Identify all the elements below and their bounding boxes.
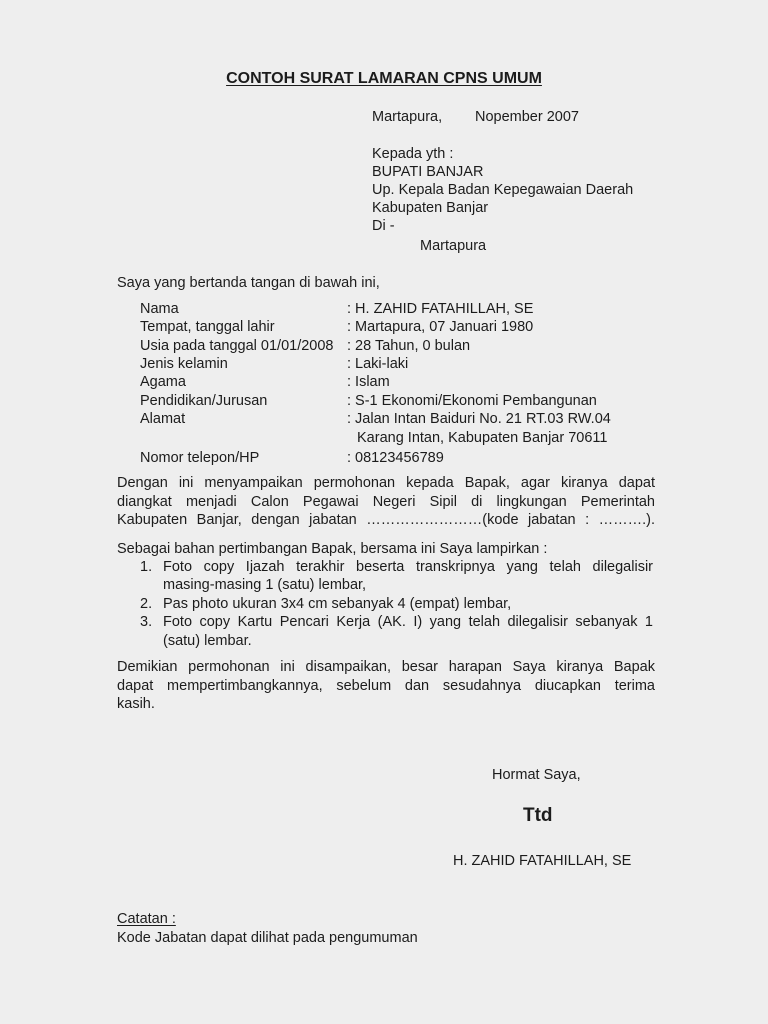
recipient-line-6: Martapura	[420, 238, 487, 254]
recipient-line-5: Di -	[372, 218, 395, 234]
paragraph-line: diangkat menjadi Calon Pegawai Negeri Sipil di lingkungan Pemerintah	[117, 493, 655, 510]
paragraph-line: Kabupaten Banjar, dengan jabatan ……………………(kode jabatan : ……….).	[117, 512, 655, 528]
field-value: : Islam	[347, 374, 390, 390]
signer-name: H. ZAHID FATAHILLAH, SE	[453, 853, 632, 869]
field-value: : S-1 Ekonomi/Ekonomi Pembangunan	[347, 393, 597, 409]
intro-text: Saya yang bertanda tangan di bawah ini,	[117, 275, 380, 291]
recipient-line-2: BUPATI BANJAR	[372, 164, 484, 180]
closing-paragraph	[117, 658, 655, 714]
field-label: Alamat	[140, 411, 186, 427]
field-value: : 08123456789	[347, 450, 444, 466]
place-label: Martapura,	[372, 109, 443, 125]
field-label: Tempat, tanggal lahir	[140, 319, 275, 335]
list-item-text: Foto copy Kartu Pencari Kerja (AK. I) yang telah dilegalisir sebanyak 1	[163, 614, 653, 630]
field-label: Pendidikan/Jurusan	[140, 393, 268, 409]
list-number: 1.	[140, 559, 153, 575]
recipient-line-3: Up. Kepala Badan Kepegawaian Daerah	[372, 182, 634, 198]
date-label: Nopember 2007	[475, 109, 579, 125]
note-text: Kode Jabatan dapat dilihat pada pengumuman	[117, 930, 418, 946]
paragraph-line: Demikian permohonan ini disampaikan, besar harapan Saya kiranya Bapak	[117, 659, 655, 675]
attachments-intro: Sebagai bahan pertimbangan Bapak, bersama ini Saya lampirkan :	[117, 541, 548, 557]
letter-title: CONTOH SURAT LAMARAN CPNS UMUM	[226, 70, 542, 87]
request-paragraph	[117, 474, 655, 530]
greeting: Hormat Saya,	[492, 767, 581, 783]
recipient-line-1: Kepada yth :	[372, 146, 454, 162]
list-number: 2.	[140, 596, 153, 612]
field-label: Nama	[140, 301, 179, 317]
field-value: : H. ZAHID FATAHILLAH, SE	[347, 301, 534, 317]
list-item-text: masing-masing 1 (satu) lembar,	[163, 577, 367, 593]
note-heading: Catatan :	[117, 911, 176, 927]
field-label: Nomor telepon/HP	[140, 450, 260, 466]
field-value: : Martapura, 07 Januari 1980	[347, 319, 534, 335]
paragraph-line: Dengan ini menyampaikan permohonan kepada Bapak, agar kiranya dapat	[117, 475, 655, 491]
field-label: Usia pada tanggal 01/01/2008	[140, 338, 334, 354]
field-value: : 28 Tahun, 0 bulan	[347, 338, 471, 354]
list-item-text: Pas photo ukuran 3x4 cm sebanyak 4 (empat) lembar,	[163, 596, 512, 612]
paragraph-line: kasih.	[117, 696, 155, 712]
recipient-line-4: Kabupaten Banjar	[372, 200, 489, 216]
field-label: Agama	[140, 374, 186, 390]
list-number: 3.	[140, 614, 153, 630]
paragraph-line: dapat mempertimbangkannya, sebelum dan sesudahnya diucapkan terima	[117, 677, 655, 694]
list-item-text: (satu) lembar.	[163, 633, 252, 649]
field-value: : Jalan Intan Baiduri No. 21 RT.03 RW.04	[347, 411, 611, 427]
field-value: : Laki-laki	[347, 356, 409, 372]
list-item-text: Foto copy Ijazah terakhir beserta transkripnya yang telah dilegalisir	[163, 559, 653, 575]
signature-mark: Ttd	[523, 805, 553, 826]
field-value-continuation: Karang Intan, Kabupaten Banjar 70611	[357, 430, 608, 446]
field-label: Jenis kelamin	[140, 356, 228, 372]
